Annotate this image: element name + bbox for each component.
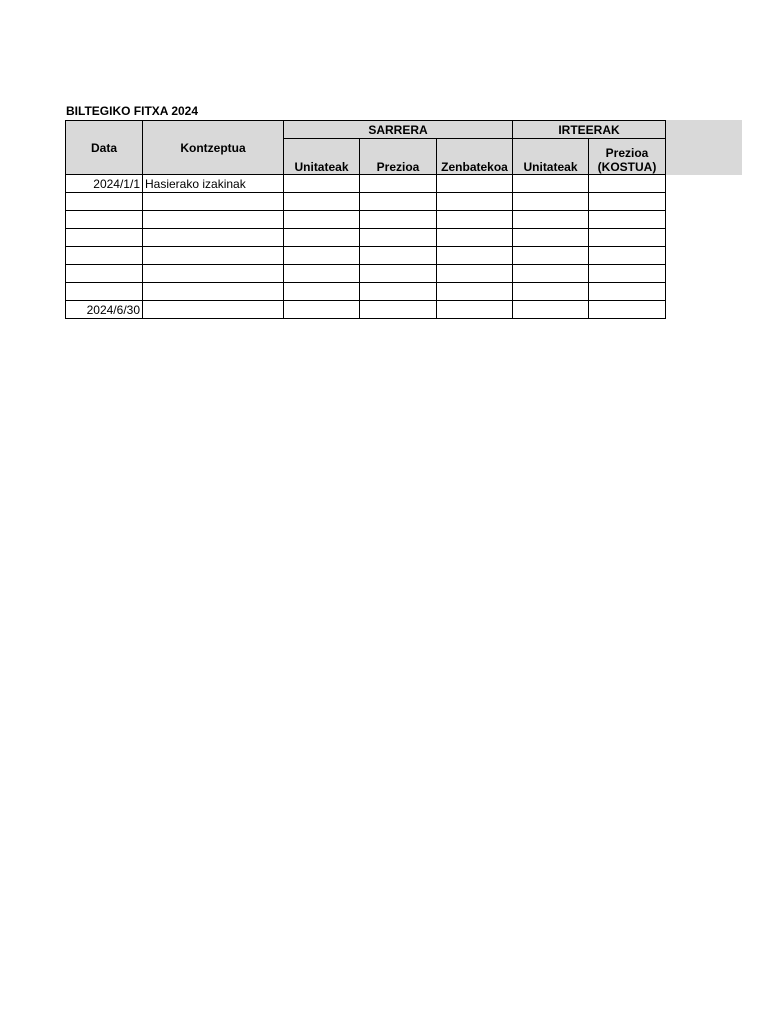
cell-concept[interactable] [143, 193, 284, 211]
cell-sarrera-prezioa[interactable] [360, 175, 437, 193]
cell-concept[interactable] [143, 265, 284, 283]
cell-sarrera-prezioa[interactable] [360, 301, 437, 319]
table-row [66, 301, 666, 319]
inventory-table [65, 120, 666, 319]
cell-date[interactable] [66, 193, 143, 211]
cell-sarrera-unitateak[interactable] [284, 283, 360, 301]
cell-irteerak-unitateak[interactable] [513, 229, 589, 247]
cell-sarrera-prezioa[interactable] [360, 229, 437, 247]
cell-sarrera-zenbatekoa[interactable] [437, 193, 513, 211]
cell-sarrera-unitateak[interactable] [284, 301, 360, 319]
cell-irteerak-prezioa[interactable] [589, 247, 666, 265]
cell-sarrera-zenbatekoa[interactable] [437, 211, 513, 229]
column-header-kontzeptua[interactable]: Kontzeptua [143, 121, 284, 175]
cell-date[interactable]: 2024/6/30 [66, 301, 143, 319]
table-row [66, 265, 666, 283]
cell-sarrera-prezioa[interactable] [360, 211, 437, 229]
cell-sarrera-prezioa[interactable] [360, 193, 437, 211]
cell-irteerak-unitateak[interactable] [513, 175, 589, 193]
cell-irteerak-prezioa[interactable] [589, 301, 666, 319]
table-row [66, 175, 666, 193]
cell-sarrera-unitateak[interactable] [284, 247, 360, 265]
table-header [66, 121, 666, 175]
cell-sarrera-unitateak[interactable] [284, 175, 360, 193]
cell-sarrera-zenbatekoa[interactable] [437, 247, 513, 265]
table-row [66, 283, 666, 301]
column-header-irteerak-prezioa[interactable]: Prezioa (KOSTUA) [589, 139, 666, 175]
cell-irteerak-prezioa[interactable] [589, 175, 666, 193]
cell-irteerak-unitateak[interactable] [513, 193, 589, 211]
cell-sarrera-unitateak[interactable] [284, 265, 360, 283]
group-header-irteerak[interactable]: IRTEERAK [513, 121, 666, 139]
cell-irteerak-prezioa[interactable] [589, 265, 666, 283]
cell-date[interactable]: 2024/1/1 [66, 175, 143, 193]
column-header-sarrera-unitateak[interactable]: Unitateak [284, 139, 360, 175]
cell-concept[interactable] [143, 229, 284, 247]
cell-concept[interactable] [143, 301, 284, 319]
cell-date[interactable] [66, 247, 143, 265]
cell-concept[interactable] [143, 211, 284, 229]
cell-irteerak-unitateak[interactable] [513, 301, 589, 319]
cell-sarrera-unitateak[interactable] [284, 229, 360, 247]
table-row [66, 247, 666, 265]
cell-date[interactable] [66, 211, 143, 229]
cell-date[interactable] [66, 229, 143, 247]
table-row [66, 211, 666, 229]
cell-concept[interactable] [143, 247, 284, 265]
cell-sarrera-unitateak[interactable] [284, 211, 360, 229]
table-body [66, 175, 666, 319]
cell-concept[interactable] [143, 283, 284, 301]
cell-date[interactable] [66, 283, 143, 301]
cell-irteerak-prezioa[interactable] [589, 283, 666, 301]
header-fill-extension [665, 120, 742, 175]
table-row [66, 229, 666, 247]
cell-irteerak-prezioa[interactable] [589, 229, 666, 247]
cell-sarrera-prezioa[interactable] [360, 283, 437, 301]
column-header-sarrera-zenbatekoa[interactable]: Zenbatekoa [437, 139, 513, 175]
cell-sarrera-zenbatekoa[interactable] [437, 265, 513, 283]
cell-sarrera-zenbatekoa[interactable] [437, 283, 513, 301]
cell-sarrera-zenbatekoa[interactable] [437, 301, 513, 319]
group-header-sarrera[interactable]: SARRERA [284, 121, 513, 139]
column-header-irteerak-unitateak[interactable]: Unitateak [513, 139, 589, 175]
cell-sarrera-prezioa[interactable] [360, 247, 437, 265]
cell-sarrera-unitateak[interactable] [284, 193, 360, 211]
cell-sarrera-prezioa[interactable] [360, 265, 437, 283]
cell-irteerak-prezioa[interactable] [589, 193, 666, 211]
cell-concept[interactable]: Hasierako izakinak [143, 175, 284, 193]
cell-irteerak-prezioa[interactable] [589, 211, 666, 229]
cell-irteerak-unitateak[interactable] [513, 283, 589, 301]
cell-irteerak-unitateak[interactable] [513, 247, 589, 265]
table-row [66, 193, 666, 211]
column-header-sarrera-prezioa[interactable]: Prezioa [360, 139, 437, 175]
cell-irteerak-unitateak[interactable] [513, 265, 589, 283]
cell-sarrera-zenbatekoa[interactable] [437, 175, 513, 193]
column-header-data[interactable]: Data [66, 121, 143, 175]
cell-irteerak-unitateak[interactable] [513, 211, 589, 229]
cell-date[interactable] [66, 265, 143, 283]
cell-sarrera-zenbatekoa[interactable] [437, 229, 513, 247]
sheet-title: BILTEGIKO FITXA 2024 [66, 104, 199, 118]
